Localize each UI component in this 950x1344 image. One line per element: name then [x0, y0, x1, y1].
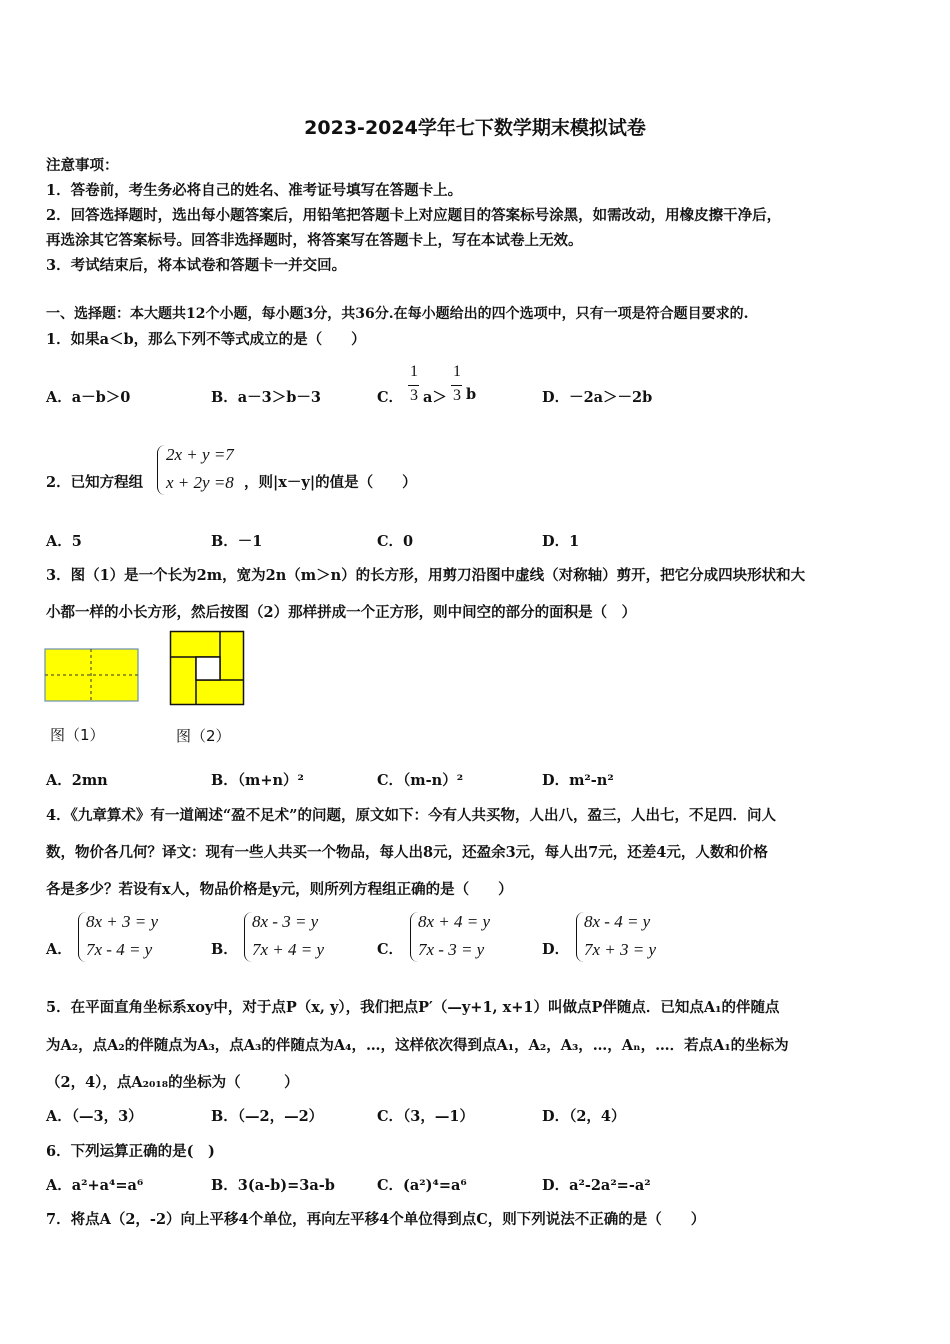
- question-5-line: 为A₂，点A₂的伴随点为A₃，点A₃的伴随点为A₄，…，这样依次得到点A₁，A₂，A₃，…，Aₙ，…．若点A₁的坐标为: [46, 1037, 789, 1054]
- q5-option-b: B．（—2，—2）: [211, 1108, 324, 1125]
- option-label: B．: [211, 941, 238, 958]
- figure-2-square: [169, 630, 246, 707]
- equation-line: 7x - 4 = y: [86, 940, 153, 959]
- question-1-stem: 1．如果a＜b，那么下列不等式成立的是（ ）: [46, 331, 366, 348]
- q5-option-a: A．（—3，3）: [46, 1108, 143, 1125]
- question-4-line: 4．《九章算术》有一道阐述“盈不足术”的问题，原文如下：今有人共买物，人出八，盈三，人出七，不足四．问人: [46, 807, 777, 824]
- figure-1-rectangle: [44, 648, 140, 704]
- q1-option-a: A．a－b＞0: [46, 389, 131, 406]
- q1-option-d: D．－2a＞－2b: [542, 389, 653, 406]
- question-4-line: 各是多少？若设有x人，物品价格是y元，则所列方程组正确的是（ ）: [46, 881, 513, 898]
- q2-option-d: D．1: [542, 533, 580, 550]
- fraction-denominator: 3: [453, 387, 461, 404]
- q3-option-d: D．m²-n²: [542, 772, 614, 789]
- q3-option-a: A．2mn: [46, 772, 108, 789]
- option-label: A．: [46, 941, 72, 958]
- q6-option-d: D．a²-2a²=-a²: [542, 1177, 651, 1194]
- question-6-stem: 6．下列运算正确的是( ): [46, 1143, 215, 1160]
- notice-item: 3．考试结束后，将本试卷和答题卡一并交回。: [46, 257, 347, 274]
- q2-option-a: A．5: [46, 533, 82, 550]
- equation-line: 7x + 3 = y: [584, 940, 657, 959]
- equation-line: 8x + 3 = y: [86, 912, 159, 931]
- question-7-stem: 7．将点A（2，-2）向上平移4个单位，再向左平移4个单位得到点C，则下列说法不正确的是（ ）: [46, 1211, 706, 1228]
- question-2-prefix: 2．已知方程组: [46, 474, 144, 491]
- question-4-line: 数，物价各几何？译文：现有一些人共买一个物品，每人出8元，还盈余3元，每人出7元，还差4元，人数和价格: [46, 844, 768, 861]
- question-3-line: 小都一样的小长方形，然后按图（2）那样拼成一个正方形，则中间空的部分的面积是（ ）: [46, 604, 637, 621]
- page-title: 2023-2024学年七下数学期末模拟试卷: [304, 117, 646, 139]
- q1-option-b: B．a－3＞b－3: [211, 389, 321, 406]
- option-label: D．: [542, 941, 570, 958]
- equation-line: x + 2y =8: [166, 473, 234, 492]
- question-5-line: 5．在平面直角坐标系xoy中，对于点P（x, y），我们把点P′（—y+1, x+1）叫做点P伴随点．已知点A₁的伴随点: [46, 999, 780, 1016]
- fraction-bar: [408, 385, 419, 386]
- notice-heading: 注意事项：: [46, 157, 119, 174]
- equation-line: 2x + y =7: [166, 445, 234, 464]
- q6-option-b: B．3(a-b)=3a-b: [211, 1177, 335, 1194]
- figure-1-caption: 图（1）: [50, 726, 105, 744]
- q2-option-c: C．0: [377, 533, 414, 550]
- question-5-line: （2，4），点A₂₀₁₈的坐标为（ ）: [46, 1074, 299, 1091]
- section-heading: 一、选择题：本大题共12个小题，每小题3分，共36分.在每小题给出的四个选项中，只有一项是符合题目要求的.: [46, 306, 749, 322]
- question-3-line: 3．图（1）是一个长为2m，宽为2n（m＞n）的长方形，用剪刀沿图中虚线（对称轴）剪开，把它分成四块形状和大: [46, 567, 806, 584]
- q6-option-a: A．a²+a⁴=a⁶: [46, 1177, 144, 1194]
- fraction-denominator: 3: [410, 387, 418, 404]
- equation-line: 7x - 3 = y: [418, 940, 485, 959]
- equation-line: 8x + 4 = y: [418, 912, 491, 931]
- q1-option-c-mid: a＞: [423, 389, 447, 406]
- q5-option-c: C．（3，—1）: [377, 1108, 474, 1125]
- q1-option-c-end: b: [466, 386, 477, 403]
- notice-item: 2．回答选择题时，选出每小题答案后，用铅笔把答题卡上对应题目的答案标号涂黑，如需改动，用橡皮擦干净后，: [46, 207, 782, 224]
- fraction-bar: [451, 385, 462, 386]
- q5-option-d: D．（2，4）: [542, 1108, 626, 1125]
- equation-line: 8x - 3 = y: [252, 912, 319, 931]
- equation-line: 8x - 4 = y: [584, 912, 651, 931]
- q3-option-b: B．（m+n）²: [211, 772, 304, 789]
- question-2-suffix: ，则|x－y|的值是（ ）: [244, 474, 417, 491]
- equation-system-brace: [157, 445, 166, 495]
- q1-option-c-label: C．: [377, 389, 404, 406]
- q2-option-b: B．－1: [211, 533, 263, 550]
- figure-2-caption: 图（2）: [176, 727, 231, 745]
- notice-item: 1．答卷前，考生务必将自己的姓名、准考证号填写在答题卡上。: [46, 182, 463, 199]
- fraction-numerator: 1: [453, 363, 461, 380]
- fraction-numerator: 1: [410, 363, 418, 380]
- option-label: C．: [377, 941, 404, 958]
- q6-option-c: C．(a²)⁴=a⁶: [377, 1177, 467, 1194]
- equation-line: 7x + 4 = y: [252, 940, 325, 959]
- notice-item: 再选涂其它答案标号。回答非选择题时，将答案写在答题卡上，写在本试卷上无效。: [46, 232, 583, 249]
- q3-option-c: C．（m-n）²: [377, 772, 464, 789]
